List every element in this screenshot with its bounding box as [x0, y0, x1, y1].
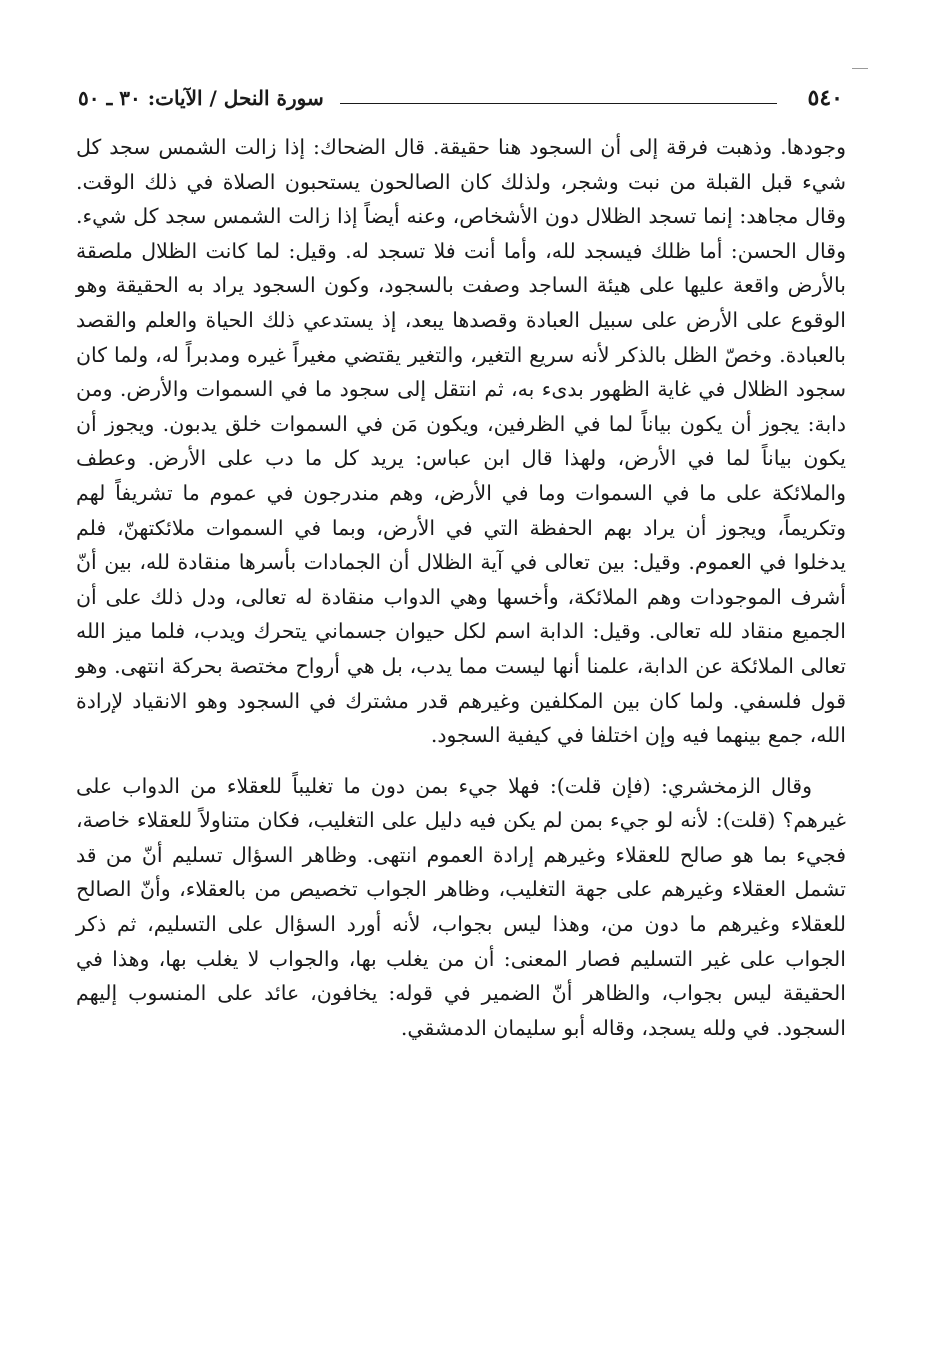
corner-mark: [852, 68, 868, 69]
page-number: ٥٤٠: [807, 85, 843, 111]
page-header: [78, 82, 843, 118]
body-text: [76, 130, 846, 1045]
header-rule: [340, 103, 777, 104]
paragraph-1: وجودها. وذهبت فرقة إلى أن السجود هنا حقيقة. قال الضحاك: إذا زالت الشمس سجد كل شيء قبل القبلة من نبت وشجر، ولذلك كان الصالحون يستحبون الصلاة في ذلك الوقت. وقال مجاهد: إنما تسجد الظلال دون الأشخاص، وعنه أيضاً إذا زالت الشمس سجد كل شيء. وقال الحسن: أما ظلك فيسجد لله، وأما أنت فلا تسجد له. وقيل: لما كانت الظلال ملصقة بالأرض واقعة عليها على هيئة الساجد وصفت بالسجود، وكون السجود يراد به الحقيقة وهو الوقوع على الأرض على سبيل العبادة وقصدها يبعد، إذ يستدعي ذلك الحياة والعلم والقصد بالعبادة. وخصّ الظل بالذكر لأنه سريع التغير، والتغير يقتضي مغيراً غيره ومدبراً له، ولما كان سجود الظلال في غاية الظهور بدىء به، ثم انتقل إلى سجود ما في السموات والأرض. ومن دابة: يجوز أن يكون بياناً لما في الظرفين، ويكون مَن في السموات خلق يدبون. ويجوز أن يكون بياناً لما في الأرض، ولهذا قال ابن عباس: يريد كل ما دب على الأرض. وعطف والملائكة على ما في السموات وما في الأرض، وهم مندرجون في عموم ما تشريفاً لهم وتكريماً، ويجوز أن يراد بهم الحفظة التي في الأرض، وبما في السموات ملائكتهنّ، فلم يدخلوا في العموم. وقيل: بين تعالى في آية الظلال أن الجمادات بأسرها منقادة لله، بين أنّ أشرف الموجودات وهم الملائكة، وأخسها وهي الدواب منقادة له تعالى، ودل ذلك على أن الجميع منقاد لله تعالى. وقيل: الدابة اسم لكل حيوان جسماني يتحرك ويدب، فلما ميز الله تعالى الملائكة عن الدابة، علمنا أنها ليست مما يدب، بل هي أرواح مختصة بحركة انتهى. وهو قول فلسفي. ولما كان بين المكلفين وغيرهم قدر مشترك في السجود وهو الانقياد لإرادة الله، جمع بينهما فيه وإن اختلفا في كيفية السجود.: [76, 135, 846, 748]
paragraph-2: وقال الزمخشري: (فإن قلت): فهلا جيء بمن دون ما تغليباً للعقلاء من الدواب على غيرهم؟ (قلت): لأنه لو جيء بمن لم يكن فيه دليل على التغليب، فكان متناولاً للعقلاء خاصة، فجيء بما هو صالح للعقلاء وغيرهم إرادة العموم انتهى. وظاهر السؤال تسليم أنّ من قد تشمل العقلاء وغيرهم على جهة التغليب، وظاهر الجواب تخصيص من بالعقلاء، وأنّ الصالح للعقلاء وغيرهم ما دون من، وهذا ليس بجواب، لأنه أورد السؤال على التسليم، ثم ذكر الجواب على غير التسليم فصار المعنى: أن من يغلب بها، والجواب لا يغلب بها، وهذا في الحقيقة ليس بجواب، والظاهر أنّ الضمير في قوله: يخافون، عائد على المنسوب إليهم السجود. في ولله يسجد، وقاله أبو سليمان الدمشقي.: [76, 773, 846, 1040]
running-title: سورة النحل / الآيات: ٣٠ ـ ٥٠: [78, 86, 324, 110]
